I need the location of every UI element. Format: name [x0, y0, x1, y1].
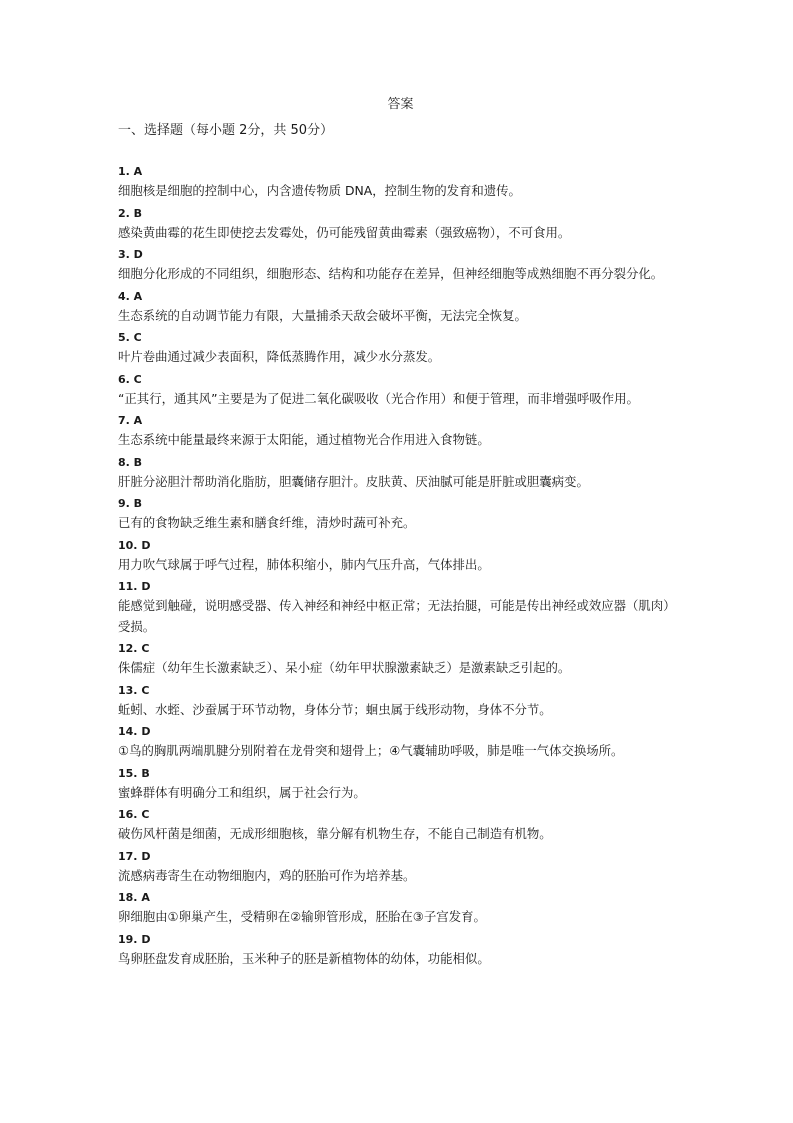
answer-item — [118, 162, 683, 202]
answer-explanation: 破伤风杆菌是细菌，无成形细胞核，靠分解有机物生存，不能自己制造有机物。 — [118, 826, 552, 841]
answer-item — [118, 494, 683, 534]
answer-number: 16. C — [118, 808, 150, 821]
answer-list — [118, 162, 683, 969]
answer-explanation: 肝脏分泌胆汁帮助消化脂肪，胆囊储存胆汁。皮肤黄、厌油腻可能是肝脏或胆囊病变。 — [118, 473, 589, 489]
answer-number: 11. D — [118, 580, 151, 593]
answer-item — [118, 411, 683, 451]
answer-number: 8. B — [118, 455, 143, 469]
answer-number: 4. A — [118, 289, 143, 303]
answer-item — [118, 287, 683, 327]
answer-number: 18. A — [118, 891, 150, 904]
answer-item — [118, 453, 683, 493]
answer-explanation: 能感觉到触碰，说明感受器、传入神经和神经中枢正常；无法抬腿，可能是传出神经或效应器（肌肉）受损。 — [118, 598, 676, 634]
answer-explanation: 蜜蜂群体有明确分工和组织，属于社会行为。 — [118, 784, 366, 800]
answer-explanation: 卵细胞由①卵巢产生，受精卵在②输卵管形成，胚胎在③子宫发育。 — [118, 909, 486, 924]
answer-number: 2. B — [118, 206, 143, 220]
answer-item — [118, 204, 683, 244]
answer-number: 14. D — [118, 725, 151, 738]
answer-explanation: 侏儒症（幼年生长激素缺乏）、呆小症（幼年甲状腺激素缺乏）是激素缺乏引起的。 — [118, 660, 571, 675]
answer-explanation: 叶片卷曲通过减少表面积，降低蒸腾作用，减少水分蒸发。 — [118, 349, 441, 364]
answer-number: 9. B — [118, 497, 143, 510]
answer-explanation: 生态系统中能量最终来源于太阳能，通过植物光合作用进入食物链。 — [118, 432, 490, 447]
answer-explanation: 已有的食物缺乏维生素和膳食纤维，清炒时蔬可补充。 — [118, 515, 416, 530]
answer-explanation: 细胞分化形成的不同组织，细胞形态、结构和功能存在差异，但神经细胞等成熟细胞不再分裂分化。 — [118, 266, 664, 281]
answer-explanation: 感染黄曲霉的花生即使挖去发霉处，仍可能残留黄曲霉素（强致癌物），不可食用。 — [118, 224, 571, 240]
answer-explanation: 用力吹气球属于呼气过程，肺体积缩小，肺内气压升高，气体排出。 — [118, 556, 490, 572]
answer-explanation: ①鸟的胸肌两端肌腱分别附着在龙骨突和翅骨上；④气囊辅助呼吸，肺是唯一气体交换场所。 — [118, 743, 624, 758]
answer-item — [118, 722, 683, 762]
answer-number: 6. C — [118, 372, 142, 386]
answer-number: 19. D — [118, 932, 151, 946]
answer-explanation: 细胞核是细胞的控制中心，内含遗传物质 DNA，控制生物的发育和遗传。 — [118, 183, 521, 198]
answer-number: 5. C — [118, 331, 142, 344]
answer-item — [118, 805, 683, 845]
answer-item — [118, 370, 683, 410]
answer-item — [118, 536, 683, 576]
answer-explanation: “正其行，通其风”主要是为了促进二氧化碳吸收（光合作用）和便于管理，而非增强呼吸作用。 — [118, 390, 639, 406]
answer-number: 10. D — [118, 538, 151, 552]
answer-explanation: 流感病毒寄生在动物细胞内，鸡的胚胎可作为培养基。 — [118, 867, 416, 883]
answer-explanation: 生态系统的自动调节能力有限，大量捕杀天敌会破坏平衡，无法完全恢复。 — [118, 307, 527, 323]
answer-number: 15. B — [118, 766, 150, 780]
answer-item — [118, 639, 683, 679]
answer-item — [118, 245, 683, 285]
answer-item — [118, 577, 683, 637]
answer-item — [118, 930, 683, 970]
answer-explanation: 鸟卵胚盘发育成胚胎，玉米种子的胚是新植物体的幼体，功能相似。 — [118, 950, 490, 966]
answer-item — [118, 328, 683, 368]
section-title: 一、选择题（每小题 2分，共 50分） — [118, 123, 334, 138]
answer-number: 13. C — [118, 683, 150, 697]
answer-number: 12. C — [118, 642, 150, 655]
answer-item — [118, 764, 683, 804]
document-title: 答案 — [387, 97, 414, 112]
answer-item — [118, 847, 683, 887]
answer-number: 7. A — [118, 414, 143, 427]
answer-number: 3. D — [118, 248, 143, 261]
answer-number: 1. A — [118, 165, 143, 178]
answer-item — [118, 888, 683, 928]
answer-number: 17. D — [118, 849, 151, 863]
answer-explanation: 蚯蚓、水蛭、沙蚕属于环节动物，身体分节；蛔虫属于线形动物，身体不分节。 — [118, 701, 552, 717]
answer-item — [118, 681, 683, 721]
